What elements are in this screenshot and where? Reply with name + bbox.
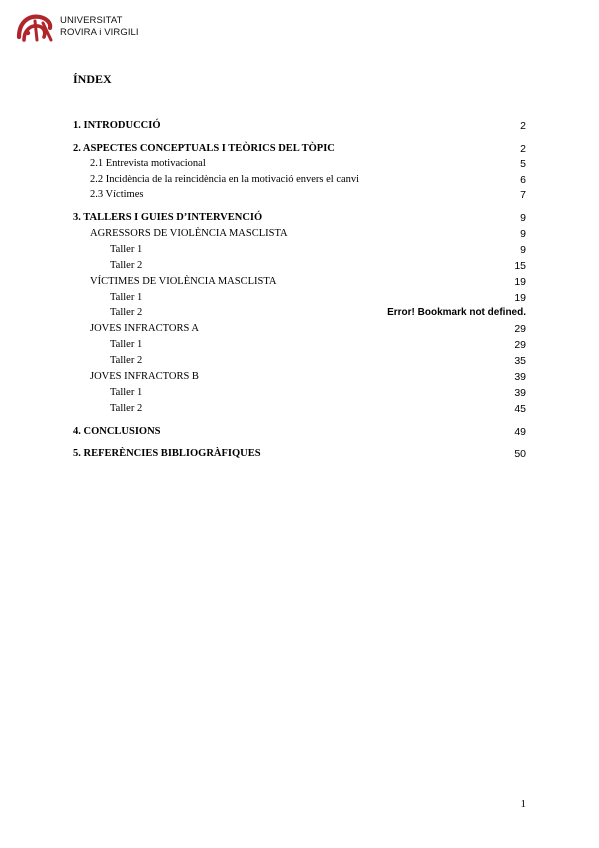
toc-entry-label: Taller 2 <box>110 307 143 318</box>
toc-entry[interactable] <box>0 338 599 352</box>
toc-entry-page: 45 <box>514 403 526 415</box>
toc-entry[interactable] <box>0 447 599 461</box>
page-title: ÍNDEX <box>73 72 112 86</box>
logo-line-1: UNIVERSITAT <box>60 15 123 26</box>
toc-entry-label: Taller 1 <box>110 387 143 398</box>
logo-line-2: ROVIRA i VIRGILI <box>60 27 139 38</box>
toc-entry-page: 9 <box>520 228 526 240</box>
toc-entry-label: 2.1 Entrevista motivacional <box>90 158 206 169</box>
toc-entry[interactable] <box>0 291 599 305</box>
toc-entry[interactable] <box>0 322 599 336</box>
toc-entry-label: 2.3 Víctimes <box>90 189 144 200</box>
toc-entry-error: Error! Bookmark not defined. <box>387 307 526 318</box>
toc-entry[interactable] <box>0 402 599 416</box>
toc-entry-page: 7 <box>520 189 526 201</box>
toc-entry-page: 9 <box>520 212 526 224</box>
toc-entry-label: Taller 1 <box>110 244 143 255</box>
toc-entry[interactable] <box>0 157 599 171</box>
toc-entry-label: 5. REFERÈNCIES BIBLIOGRÀFIQUES <box>73 448 261 459</box>
toc-entry-label: Taller 2 <box>110 355 143 366</box>
toc-entry[interactable] <box>0 211 599 225</box>
toc-entry-page: 50 <box>514 448 526 460</box>
toc-entry-label: 1. INTRODUCCIÓ <box>73 120 161 131</box>
toc-entry-page: 29 <box>514 323 526 335</box>
toc-entry[interactable] <box>0 354 599 368</box>
toc-entry-label: Taller 2 <box>110 260 143 271</box>
toc-entry-label: AGRESSORS DE VIOLÈNCIA MASCLISTA <box>90 228 288 239</box>
toc-entry-label: 2. ASPECTES CONCEPTUALS I TEÒRICS DEL TÒPIC <box>73 143 335 154</box>
toc-entry[interactable] <box>0 173 599 187</box>
logo-text <box>60 15 139 39</box>
toc-entry-label: JOVES INFRACTORS A <box>90 323 199 334</box>
toc-entry[interactable] <box>0 425 599 439</box>
toc-entry-page: 29 <box>514 339 526 351</box>
toc-entry-page: 6 <box>520 174 526 186</box>
toc-entry-page: 39 <box>514 387 526 399</box>
toc-entry-label: 3. TALLERS I GUIES D’INTERVENCIÓ <box>73 212 263 223</box>
toc-entry-label: Taller 1 <box>110 339 143 350</box>
toc-entry[interactable] <box>0 275 599 289</box>
toc-entry-page: 5 <box>520 158 526 170</box>
toc-entry-page: 9 <box>520 244 526 256</box>
page-number: 1 <box>520 798 526 810</box>
toc-entry-page: 19 <box>514 292 526 304</box>
toc-entry[interactable] <box>0 119 599 133</box>
toc-entry[interactable] <box>0 386 599 400</box>
toc-entry[interactable] <box>0 142 599 156</box>
toc-entry-label: VÍCTIMES DE VIOLÈNCIA MASCLISTA <box>90 276 277 287</box>
toc-entry-page: 2 <box>520 143 526 155</box>
toc-entry-page: 15 <box>514 260 526 272</box>
toc-entry-page: 2 <box>520 120 526 132</box>
toc-entry-page: 35 <box>514 355 526 367</box>
toc-entry-page: 39 <box>514 371 526 383</box>
toc-entry-label: 2.2 Incidència de la reincidència en la motivació envers el canvi <box>90 174 360 185</box>
toc-entry[interactable] <box>0 370 599 384</box>
toc-entry-label: Taller 2 <box>110 403 143 414</box>
urv-logo-icon <box>16 13 56 43</box>
toc-entry-label: 4. CONCLUSIONS <box>73 426 161 437</box>
toc-entry[interactable] <box>0 259 599 273</box>
toc-entry-label: JOVES INFRACTORS B <box>90 371 199 382</box>
toc-entry-page: 19 <box>514 276 526 288</box>
toc-entry[interactable] <box>0 243 599 257</box>
toc-entry[interactable] <box>0 227 599 241</box>
toc-entry[interactable] <box>0 306 599 320</box>
toc-entry[interactable] <box>0 188 599 202</box>
toc-entry-page: 49 <box>514 426 526 438</box>
toc-entry-label: Taller 1 <box>110 292 143 303</box>
university-logo <box>16 13 156 45</box>
